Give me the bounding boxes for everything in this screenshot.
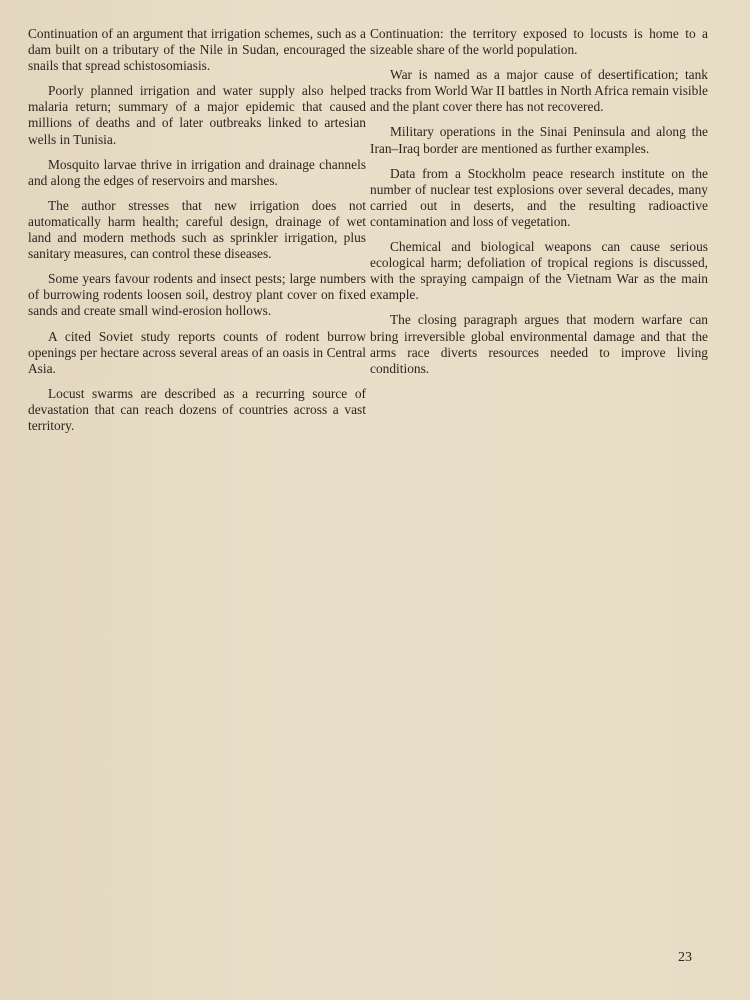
right-paragraph: Continuation: the territory exposed to locusts is home to a sizeable share of the world population. [370, 26, 708, 58]
right-paragraph: Data from a Stockholm peace research institute on the number of nuclear test explosions over several decades, many carried out in deserts, and the resulting radioactive contamination and loss of vegetation. [370, 165, 708, 229]
right-paragraph: Chemical and biological weapons can cause serious ecological harm; defoliation of tropical regions is discussed, with the spraying campaign of the Vietnam War as the main example. [370, 239, 708, 303]
left-paragraph: Mosquito larvae thrive in irrigation and drainage channels and along the edges of reservoirs and marshes. [28, 156, 366, 188]
right-paragraph: The closing paragraph argues that modern warfare can bring irreversible global environmental damage and that the arms race diverts resources needed to improve living conditions. [370, 312, 708, 376]
left-column [28, 26, 366, 443]
left-paragraph: Some years favour rodents and insect pests; large numbers of burrowing rodents loosen soil, destroy plant cover on fixed sands and create small wind-erosion hollows. [28, 271, 366, 319]
left-paragraph: The author stresses that new irrigation does not automatically harm health; careful design, drainage of wet land and modern methods such as sprinkler irrigation, plus sanitary measures, can control these diseases. [28, 197, 366, 262]
right-paragraph: War is named as a major cause of desertification; tank tracks from World War II battles in North Africa remain visible and the plant cover there has not recovered. [370, 67, 708, 115]
right-paragraph: Military operations in the Sinai Peninsula and along the Iran–Iraq border are mentioned as further examples. [370, 124, 708, 156]
right-column [370, 26, 708, 443]
left-paragraph: Continuation of an argument that irrigation schemes, such as a dam built on a tributary of the Nile in Sudan, encouraged the snails that spread schistosomiasis. [28, 26, 366, 74]
left-paragraph: A cited Soviet study reports counts of rodent burrow openings per hectare across several areas of an oasis in Central Asia. [28, 328, 366, 376]
text-columns [28, 26, 708, 443]
page-number: 23 [678, 950, 692, 965]
left-paragraph: Locust swarms are described as a recurring source of devastation that can reach dozens of countries across a vast territory. [28, 385, 366, 433]
left-paragraph: Poorly planned irrigation and water supply also helped malaria return; summary of a major epidemic that caused millions of deaths and of later outbreaks linked to artesian wells in Tunisia. [28, 83, 366, 147]
